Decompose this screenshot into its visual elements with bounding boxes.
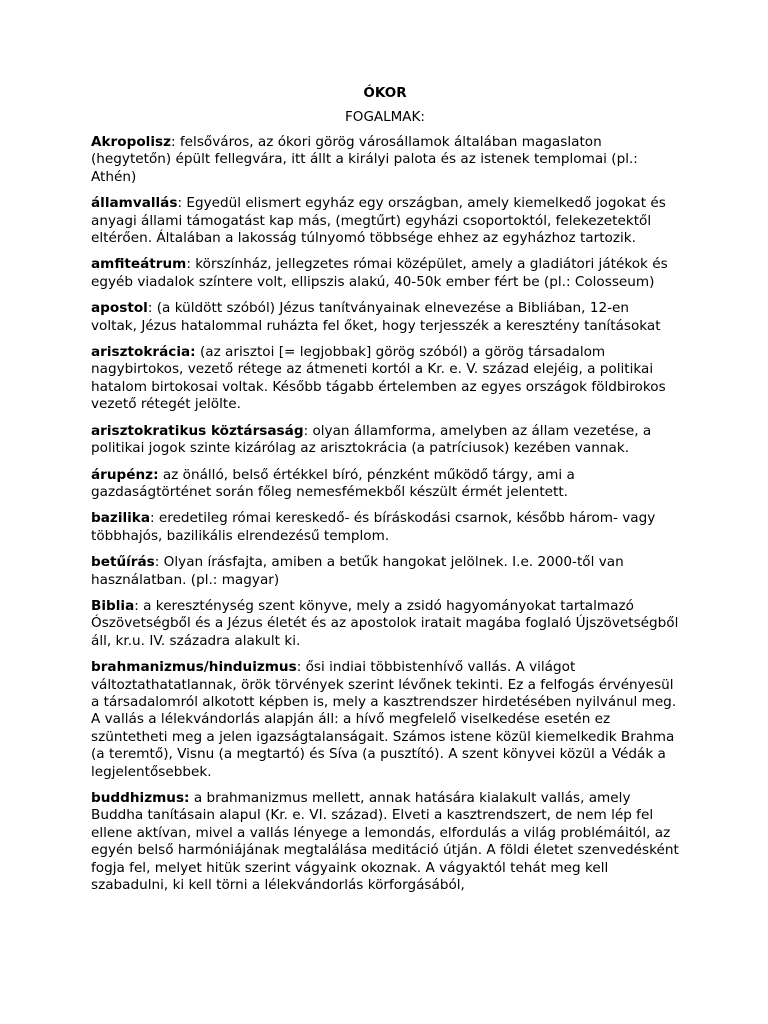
glossary-entry [91, 659, 679, 781]
glossary-entry [91, 134, 679, 186]
entry-definition: : (a küldött szóból) Jézus tanítványainak elnevezése a Bibliában, 12-en voltak, Jézus hatalommal ruházta fel őket, hogy terjesszék a keresztény tanításokat [91, 300, 661, 334]
entry-definition: : ősi indiai többistenhívő vallás. A világot változtathatatlannak, örök törvények szerint lévőnek tekinti. Ez a felfogás érvényesül a társadalomról alkotott képben is, mely a kasztrendszer hirdetésében nyilvánul meg. A vallás a lélekvándorlás alapján áll: a hívő megfelelő viselkedése esetén ez szüntetheti meg a jelen igazságtalanságait. Számos istene közül kiemelkedik Brahma (a teremtő), Visnu (a megtartó) és Síva (a pusztító). A szent könyvei közül a Védák a legjelentősebbek. [91, 659, 677, 780]
document-subtitle: FOGALMAK: [345, 109, 425, 125]
entry-definition: : olyan államforma, amelyben az állam vezetése, a politikai jogok szinte kizárólag az arisztokrácia (a patríciusok) kezében vannak. [91, 422, 652, 457]
entry-term: Biblia [91, 597, 135, 614]
entry-term: amfiteátrum [91, 256, 187, 273]
entry-term: Akropolisz [91, 134, 171, 150]
entry-term: arisztokrácia: [91, 344, 196, 361]
entry-term: betűírás [91, 554, 155, 571]
entry-definition: (az arisztoi [= legjobbak] görög szóból) a görög társadalom nagybirtokos, vezető rétege az átmeneti kortól a Kr. e. V. század elejéig, a politikai hatalom birtokosai voltak. Később tágabb értelemben az egyes országok földbirokos vezető rétegét jelölte. [91, 344, 666, 413]
glossary-entry [91, 467, 679, 502]
glossary-entry [91, 423, 679, 458]
glossary-entry [91, 344, 679, 414]
entry-term: apostol [91, 300, 148, 317]
entry-definition: : felsőváros, az ókori görög városállamok általában magaslaton (hegytetőn) épült fellegvára, itt állt a királyi palota és az istenek templomai (pl.: Athén) [91, 134, 638, 185]
entry-definition: : eredetileg római kereskedő- és bíráskodási csarnok, később három- vagy többhajós, bazilikális elrendezésű templom. [91, 510, 656, 544]
entry-term: bazilika [91, 510, 151, 527]
entry-term: arisztokratikus köztársaság [91, 422, 304, 439]
entry-definition: : Olyan írásfajta, amiben a betűk hangokat jelölnek. I.e. 2000-től van használatban. (pl.: magyar) [91, 554, 624, 588]
entry-term: árupénz: [91, 466, 159, 483]
entry-definition: : körszínház, jellegzetes római középület, amely a gladiátori játékok és egyéb viadalok színtere volt, ellipszis alakú, 40-50k ember fért be (pl.: Colosseum) [91, 256, 668, 290]
glossary-entry [91, 300, 679, 335]
entry-definition: : a kereszténység szent könyve, mely a zsidó hagyományokat tartalmazó Ószövetségből és a Jézus életét és az apostolok iratait magába foglaló Újszövetségből áll, kr.u. IV. századra alakult ki. [91, 597, 679, 649]
entry-definition: : Egyedül elismert egyház egy országban, amely kiemelkedő jogokat és anyagi állami támogatást kap más, (megtűrt) egyházi csoportoktól, felekezetektől eltérően. Általában a lakosság túlnyomó többsége ehhez az egyházhoz tartozik. [91, 195, 666, 247]
glossary-entry [91, 510, 679, 545]
glossary-entry [91, 790, 679, 894]
entry-term: buddhizmus: [91, 790, 190, 806]
document-page [91, 84, 679, 903]
document-title: ÓKOR [363, 85, 407, 101]
entry-definition: a brahmanizmus mellett, annak hatására kialakult vallás, amely Buddha tanításain alapul (Kr. e. VI. század). Elveti a kasztrendszert, de nem lép fel ellene aktívan, mivel a vallás lényege a lemondás, elfordulás a világ problémáitól, az egyén belső harmóniájának megtalálása meditáció útján. A földi életet szenvedésként fogja fel, melyet hitük szerint vágyaink okoznak. A vágyaktól tehát meg kell szabadulni, ki kell törni a lélekvándorlás körforgásából, [91, 790, 679, 894]
glossary-entry [91, 195, 679, 247]
entry-term: államvallás [91, 195, 178, 212]
glossary-entry [91, 256, 679, 291]
entry-definition: az önálló, belső értékkel bíró, pénzként működő tárgy, ami a gazdaságtörténet során főleg nemesfémekből készült érmét jelentett. [91, 466, 575, 500]
glossary-entry [91, 554, 679, 589]
entry-term: brahmanizmus/hinduizmus [91, 659, 297, 676]
glossary-entry [91, 598, 679, 650]
